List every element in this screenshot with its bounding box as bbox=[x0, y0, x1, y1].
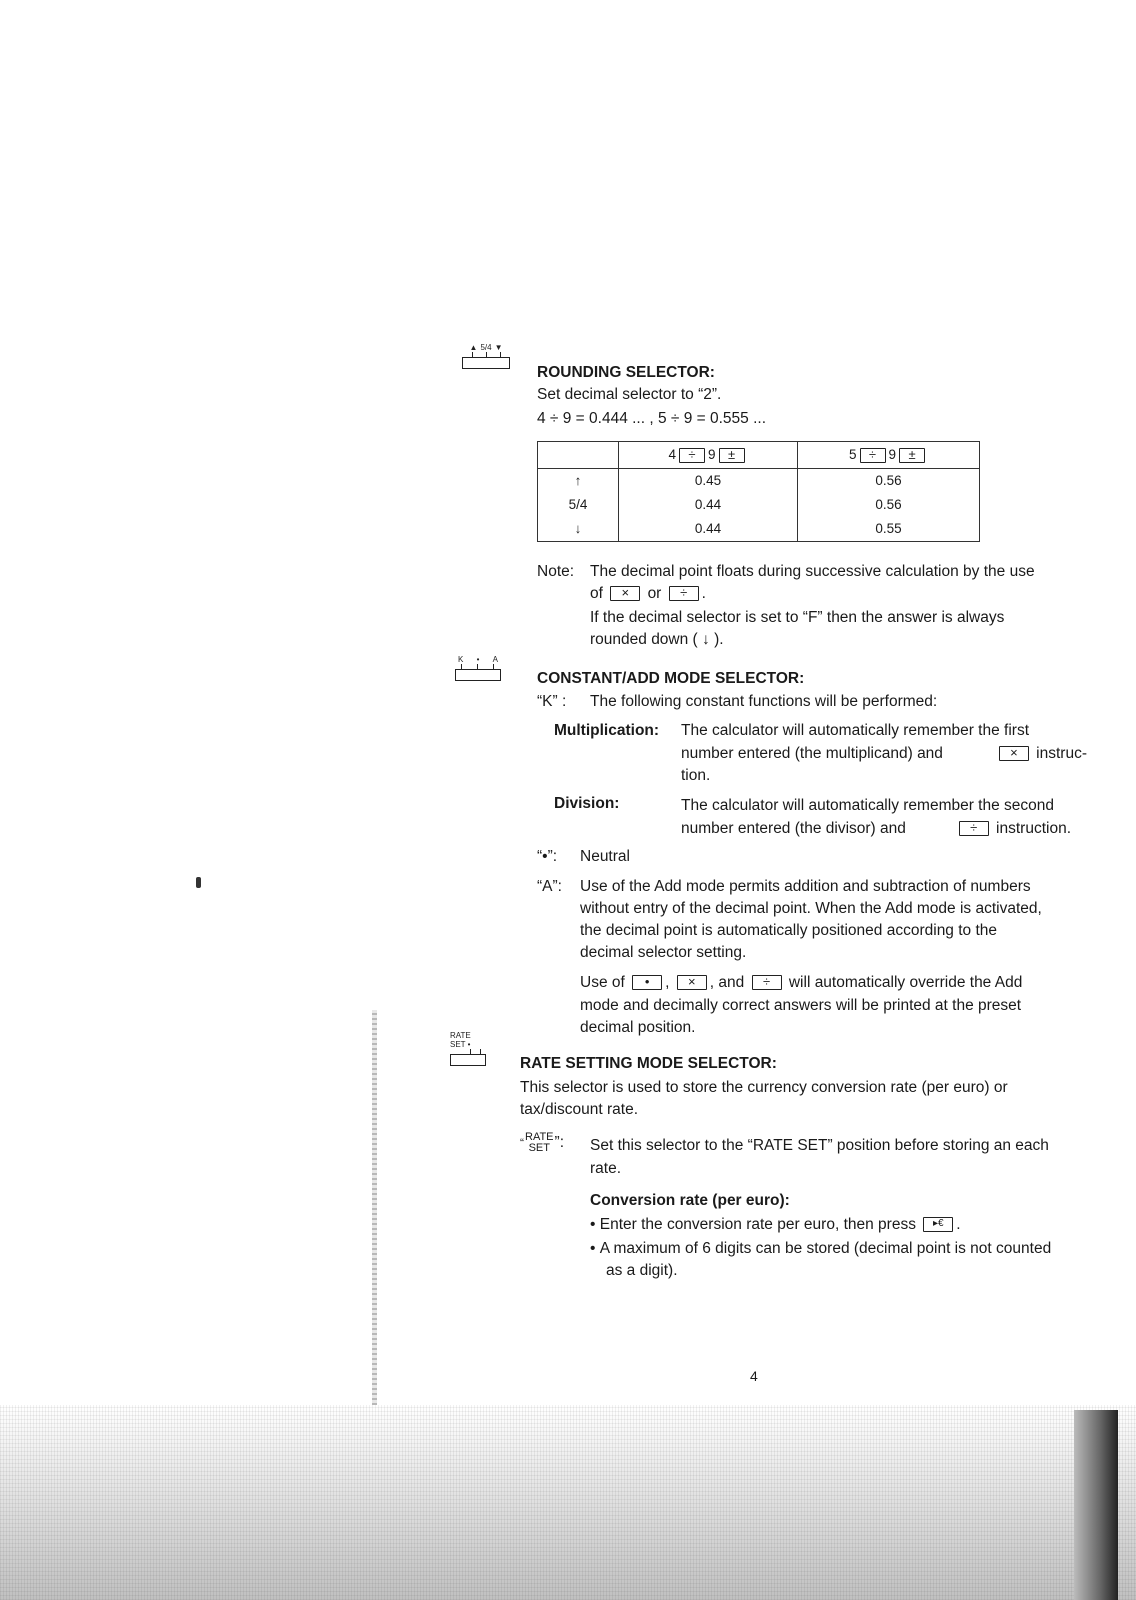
table-row: ↓ 0.44 0.55 bbox=[538, 517, 980, 542]
k-label: “K” : bbox=[537, 693, 567, 710]
mult-line2: number entered (the multiplicand) and × instruc- bbox=[681, 745, 1087, 762]
rounding-line1: Set decimal selector to “2”. bbox=[537, 386, 722, 403]
note-line4: rounded down ( ↓ ). bbox=[590, 631, 724, 648]
mult-line3: tion. bbox=[681, 767, 711, 784]
header-4-div-9: 4 ÷ 9 ± bbox=[619, 442, 798, 469]
note-line1: The decimal point floats during successive calculation by the use bbox=[590, 563, 1035, 580]
mult-line1: The calculator will automatically remember the first bbox=[681, 722, 1030, 739]
scan-binding bbox=[372, 1010, 377, 1405]
a-line3: the decimal point is automatically positioned according to the bbox=[580, 922, 998, 939]
down-arrow-icon: ▼ bbox=[494, 343, 503, 352]
multiplication-label: Multiplication: bbox=[554, 722, 660, 739]
scan-fleck bbox=[196, 877, 201, 888]
a-label: “A”: bbox=[537, 878, 562, 895]
rate-desc-line2: tax/discount rate. bbox=[520, 1101, 639, 1118]
multiply-key: × bbox=[999, 746, 1029, 761]
use-line2: mode and decimally correct answers will be printed at the preset bbox=[580, 997, 1022, 1014]
divide-key: ÷ bbox=[752, 975, 782, 990]
page-number: 4 bbox=[750, 1368, 758, 1384]
dot-text: Neutral bbox=[580, 848, 630, 865]
divide-key: ÷ bbox=[959, 821, 989, 836]
scan-edge bbox=[1074, 1410, 1118, 1600]
use-line1: Use of • , × , and ÷ will automatically override the Add bbox=[580, 974, 1023, 991]
note-line2: of × or ÷ . bbox=[590, 585, 706, 602]
set-line2: rate. bbox=[590, 1160, 622, 1177]
conversion-title: Conversion rate (per euro): bbox=[590, 1192, 790, 1209]
a-line1: Use of the Add mode permits addition and subtraction of numbers bbox=[580, 878, 1031, 895]
table-row: 5/4 0.44 0.56 bbox=[538, 493, 980, 517]
k-text: The following constant functions will be performed: bbox=[590, 693, 938, 710]
rate-store-key: ▸€ bbox=[923, 1217, 953, 1232]
scan-shadow bbox=[0, 1405, 1136, 1600]
table-header-row bbox=[538, 442, 980, 469]
header-5-div-9: 5 ÷ 9 ± bbox=[798, 442, 980, 469]
rounding-line2: 4 ÷ 9 = 0.444 ... , 5 ÷ 9 = 0.555 ... bbox=[537, 410, 766, 427]
dot-label: “•”: bbox=[537, 848, 558, 865]
constant-title: CONSTANT/ADD MODE SELECTOR: bbox=[537, 670, 805, 687]
up-arrow-icon: ▲ bbox=[469, 343, 478, 352]
rounding-table bbox=[537, 441, 980, 542]
div-line2: number entered (the divisor) and ÷ instruction. bbox=[681, 820, 1071, 837]
a-line4: decimal selector setting. bbox=[580, 944, 747, 961]
division-label: Division: bbox=[554, 795, 620, 812]
multiply-key: × bbox=[677, 975, 707, 990]
set-line1: Set this selector to the “RATE SET” position before storing an each bbox=[590, 1137, 1049, 1154]
multiply-key: × bbox=[610, 586, 640, 601]
table-row: ↑ 0.45 0.56 bbox=[538, 469, 980, 494]
rounding-title: ROUNDING SELECTOR: bbox=[537, 364, 715, 381]
note-label: Note: bbox=[537, 563, 575, 580]
bullet-2-cont: as a digit). bbox=[606, 1262, 678, 1279]
decimal-key: • bbox=[632, 975, 662, 990]
use-line3: decimal position. bbox=[580, 1019, 696, 1036]
rate-title: RATE SETTING MODE SELECTOR: bbox=[520, 1055, 777, 1072]
div-line1: The calculator will automatically remember the second bbox=[681, 797, 1055, 814]
rate-desc-line1: This selector is used to store the currency conversion rate (per euro) or bbox=[520, 1079, 1008, 1096]
bullet-2: • A maximum of 6 digits can be stored (decimal point is not counted bbox=[590, 1240, 1052, 1257]
note-line3: If the decimal selector is set to “F” then the answer is always bbox=[590, 609, 1005, 626]
rounding-icon-label: 5/4 bbox=[480, 343, 492, 352]
bullet-1: • Enter the conversion rate per euro, then press ▸€ . bbox=[590, 1216, 961, 1233]
a-line2: without entry of the decimal point. When the Add mode is activated, bbox=[580, 900, 1042, 917]
constant-selector-icon: K • A bbox=[455, 655, 501, 681]
rate-set-mark: “ RATE SET ”: bbox=[520, 1131, 564, 1154]
divide-key: ÷ bbox=[669, 586, 699, 601]
rate-selector-icon: RATE SET • bbox=[450, 1031, 496, 1066]
rounding-selector-icon bbox=[462, 343, 510, 369]
